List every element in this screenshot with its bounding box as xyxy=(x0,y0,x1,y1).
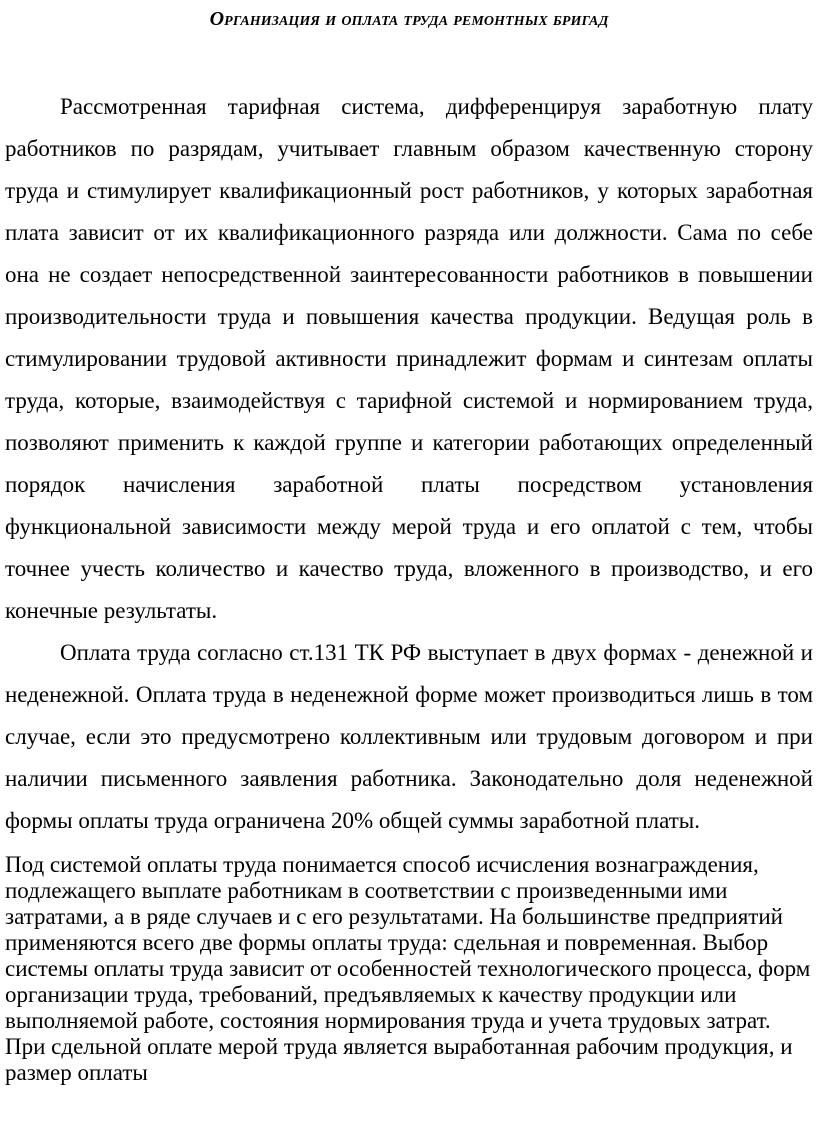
document-title: Организация и оплата труда ремонтных бригад xyxy=(209,8,609,30)
paragraph-tariff-system: Рассмотренная тарифная система, дифференцируя заработную плату работников по разрядам, учитывает главным образом качественную сторону труда и стимулирует квалификационный рост работников, у которых заработная плата зависит от их квалификационного разряда или должности. Сама по себе она не создает непосредственной заинтересованности работников в повышении производительности труда и повышения качества продукции. Ведущая роль в стимулировании трудовой активности принадлежит формам и синтезам оплаты труда, которые, взаимодействуя с тарифной системой и нормированием труда, позволяют применить к каждой группе и категории работающих определенный порядок начисления заработной платы посредством установления функциональной зависимости между мерой труда и его оплатой с тем, чтобы точнее учесть количество и качество труда, вложенного в производство, и его конечные результаты. xyxy=(5,94,813,623)
document-body xyxy=(5,86,813,1086)
paragraph-payment-forms: Оплата труда согласно ст.131 ТК РФ выступает в двух формах - денежной и неденежной. Оплата труда в неденежной форме может производиться лишь в том случае, если это предусмотрено коллективным или трудовым договором и при наличии письменного заявления работника. Законодательно доля неденежной формы оплаты труда ограничена 20% общей суммы заработной платы. xyxy=(5,640,813,833)
paragraph-payment-system: Под системой оплаты труда понимается способ исчисления вознаграждения, подлежащего выплате работникам в соответствии с произведенными ими затратами, а в ряде случаев и с его результатами. На большинстве предприятий применяются всего две формы оплаты труда: сдельная и повременная. Выбор системы оплаты труда зависит от особенностей технологического процесса, форм организации труда, требований, предъявляемых к качеству продукции или выполняемой работе, состояния нормирования труда и учета трудовых затрат. При сдельной оплате мерой труда является выработанная рабочим продукция, и размер оплаты xyxy=(5,852,811,1085)
